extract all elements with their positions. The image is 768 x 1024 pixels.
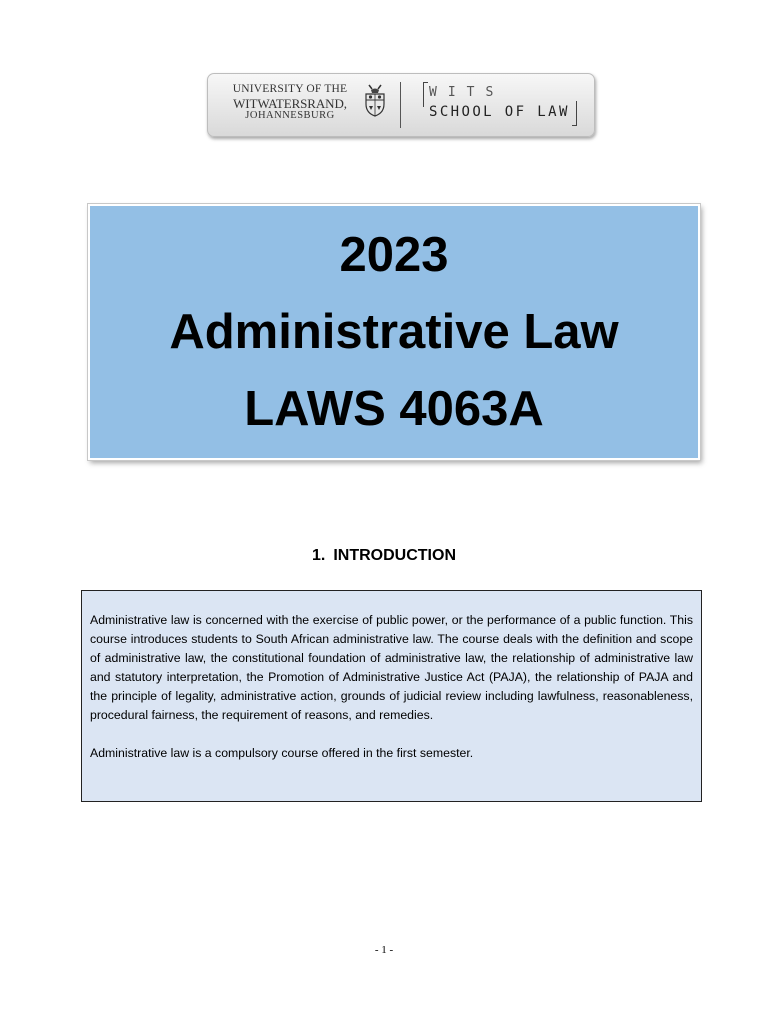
- university-name: [216, 84, 364, 121]
- section-number: 1.: [312, 547, 326, 564]
- course-title-box: [88, 204, 700, 460]
- introduction-paragraph-2: Administrative law is a compulsory course offered in the first semester.: [90, 746, 474, 760]
- course-name: Administrative Law: [169, 305, 619, 359]
- university-logo-banner: [207, 73, 595, 137]
- school-of-law-wordmark: SCHOOL OF LAW: [429, 104, 570, 120]
- university-crest-icon: [363, 83, 387, 117]
- course-code: LAWS 4063A: [244, 382, 544, 436]
- wits-wordmark: WITS: [429, 85, 505, 100]
- course-year: 2023: [339, 228, 449, 282]
- introduction-paragraph-1: Administrative law is concerned with the exercise of public power, or the performance of a public function. This course introduces students to South African administrative law. The course deals with the definition and scope of administrative law, the constitutional foundation of administrative law, the relationship of administrative law and statutory interpretation, the Promotion of Administrative Justice Act (PAJA), the relationship of PAJA and the principle of legality, administrative action, grounds of judicial review including lawfulness, reasonableness, procedural fairness, the requirement of reasons, and remedies.: [90, 613, 693, 722]
- wits-school-logo: [423, 82, 577, 126]
- logo-divider: [400, 82, 401, 128]
- section-title: INTRODUCTION: [333, 547, 456, 564]
- university-name-line3: JOHANNESBURG: [245, 109, 335, 121]
- page-number: - 1 -: [374, 944, 394, 956]
- university-name-line2: WITWATERSRAND,: [233, 95, 347, 111]
- university-name-line1: UNIVERSITY OF THE: [232, 83, 348, 95]
- introduction-box: [81, 590, 702, 802]
- section-heading: [0, 547, 768, 565]
